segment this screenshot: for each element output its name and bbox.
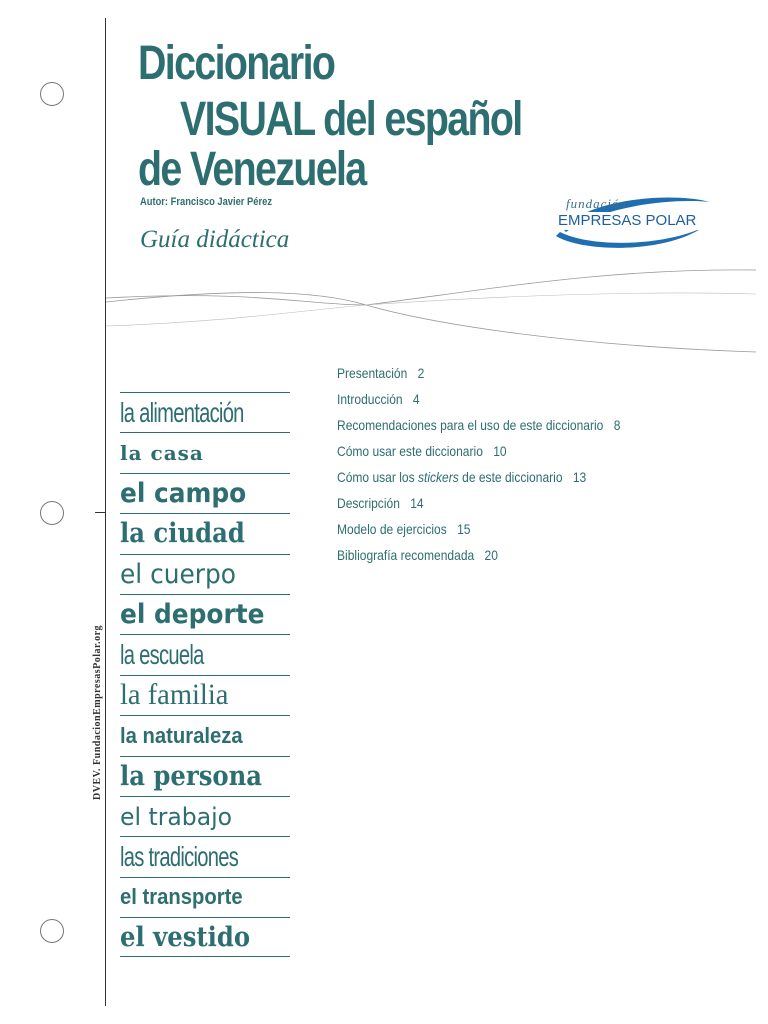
- toc-item[interactable]: Cómo usar este diccionario 10: [337, 443, 507, 459]
- topic-list: [120, 392, 290, 957]
- topic-item: las tradiciones: [120, 836, 290, 876]
- topic-item: la naturaleza: [120, 715, 290, 755]
- title-line-3: de Venezuela: [138, 143, 366, 196]
- margin-tick: [95, 512, 106, 513]
- topic-item: el deporte: [120, 594, 290, 634]
- toc-item[interactable]: Bibliografía recomendada 20: [337, 547, 498, 563]
- toc-item[interactable]: Presentación 2: [337, 365, 425, 381]
- fundacion-empresas-polar-logo: [552, 192, 712, 254]
- topic-item: la ciudad: [120, 513, 290, 553]
- toc-item[interactable]: Introducción 4: [337, 391, 420, 407]
- topic-item: la alimentación: [120, 392, 290, 432]
- topic-item: el trabajo: [120, 796, 290, 836]
- toc-item[interactable]: Descripción 14: [337, 495, 424, 511]
- toc-item[interactable]: Modelo de ejercicios 15: [337, 521, 471, 537]
- binder-hole-middle: [40, 501, 64, 525]
- topic-item: el vestido: [120, 917, 290, 957]
- title-line-2: VISUAL del español: [180, 93, 522, 146]
- topic-item: la persona: [120, 756, 290, 796]
- author-credit: Autor: Francisco Javier Pérez: [140, 196, 273, 208]
- logo-text-fundacion: fundación: [566, 196, 627, 211]
- toc-item[interactable]: Recomendaciones para el uso de este diccionario 8: [337, 417, 621, 433]
- topic-item: la casa: [120, 432, 290, 472]
- topic-item: el campo: [120, 473, 290, 513]
- table-of-contents: [337, 360, 667, 568]
- topic-item: la escuela: [120, 634, 290, 674]
- topic-item: el transporte: [120, 877, 290, 917]
- binder-hole-bottom: [40, 919, 64, 943]
- topic-item: el cuerpo: [120, 554, 290, 594]
- topic-item: la familia: [120, 675, 290, 715]
- subtitle: Guía didáctica: [140, 226, 290, 253]
- binder-hole-top: [40, 82, 64, 106]
- title-line-1: Diccionario: [138, 37, 335, 90]
- logo-text-name: EMPRESAS POLAR: [558, 212, 697, 229]
- toc-item[interactable]: Cómo usar los stickers de este diccionario 13: [337, 469, 587, 485]
- side-url-text: DVEV. FundacionEmpresasPolar.org: [92, 624, 103, 800]
- decorative-waves: [106, 260, 756, 360]
